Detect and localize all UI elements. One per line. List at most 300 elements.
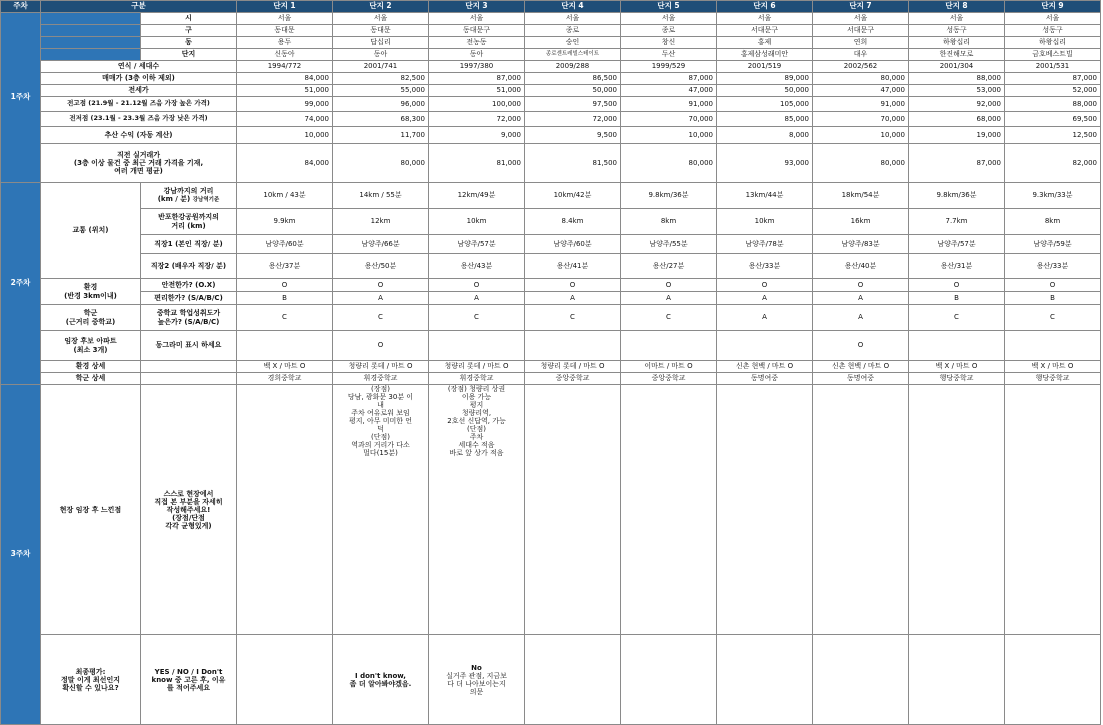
row-label-note: 강남역기준 [192, 197, 220, 204]
row-high [1, 97, 1101, 112]
empty-cell [141, 361, 237, 373]
cell: 경희중학교 [237, 373, 333, 385]
cell: 서울 [525, 13, 621, 25]
cell: 84,000 [237, 73, 333, 85]
text-line: 세대수 적음 [458, 441, 495, 450]
row-label-text: (km / 분) [157, 195, 191, 204]
empty-cell [621, 635, 717, 725]
cell: 9.8km/36분 [909, 183, 1005, 209]
text-line: 바로 앞 상가 적음 [449, 449, 504, 458]
text-line: 최종평가: [75, 667, 106, 676]
text-line: (단점) [467, 425, 486, 434]
row-sale [1, 73, 1101, 85]
cell: 동아 [333, 49, 429, 61]
group-label-line: 임장 후보 아파트 [64, 337, 117, 346]
cell: 종로 [621, 25, 717, 37]
row-label-line: (3층 이상 물건 중 최근 거래 가격을 기재, [73, 158, 204, 167]
cell: 80,000 [813, 144, 909, 183]
empty-cell [237, 385, 333, 635]
row-label [141, 183, 237, 209]
cell: O [717, 279, 813, 292]
row-school [1, 305, 1101, 331]
cell: 9.8km/36분 [621, 183, 717, 209]
cell: 19,000 [909, 127, 1005, 144]
cell: 10km/42분 [525, 183, 621, 209]
row-label: 추산 수익 (자동 계산) [41, 127, 237, 144]
cell: 81,000 [429, 144, 525, 183]
cell [525, 331, 621, 361]
cell: 서울 [813, 13, 909, 25]
cell: 이마트 / 마트 O [621, 361, 717, 373]
cell: C [237, 305, 333, 331]
env-group-label [41, 279, 141, 305]
cell: 55,000 [333, 85, 429, 97]
cell: 96,000 [333, 97, 429, 112]
cell: 서울 [429, 13, 525, 25]
cell: 성동구 [909, 25, 1005, 37]
cell: 행당중학교 [1005, 373, 1101, 385]
row-label-line: 여러 개면 평균) [114, 167, 163, 176]
week3-label: 3주차 [1, 385, 41, 725]
text-line: 다 더 나아보이는지 [447, 679, 506, 688]
cell: 서울 [909, 13, 1005, 25]
empty-cell [813, 635, 909, 725]
cell: 대우 [813, 49, 909, 61]
cell: 91,000 [621, 97, 717, 112]
cell: 88,000 [1005, 97, 1101, 112]
cell: C [1005, 305, 1101, 331]
cell: A [525, 292, 621, 305]
text-line: 덕 [377, 425, 384, 434]
text-line: 이용 가능 [461, 393, 492, 402]
cell: A [813, 292, 909, 305]
text-line: 청량리역, [461, 409, 492, 418]
cell: O [333, 331, 429, 361]
week1-label: 1주차 [1, 13, 41, 183]
row-env-detail [1, 361, 1101, 373]
row-label: 편리한가? (S/A/B/C) [141, 292, 237, 305]
cell [621, 331, 717, 361]
cell: 동대문구 [429, 25, 525, 37]
cell: 연희 [813, 37, 909, 49]
cell: 51,000 [237, 85, 333, 97]
row-label [141, 209, 237, 235]
cell [1005, 331, 1101, 361]
group-label-line: (반경 3km이내) [64, 291, 117, 300]
cell: 18km/54분 [813, 183, 909, 209]
row-profit [1, 127, 1101, 144]
cell: 7.7km [909, 209, 1005, 235]
row-dong [1, 37, 1101, 49]
cell [909, 331, 1005, 361]
row-candidate [1, 331, 1101, 361]
note-cell [333, 635, 429, 725]
cell: 87,000 [1005, 73, 1101, 85]
text-line: YES / NO / I Don't [154, 667, 223, 676]
empty-cell [717, 635, 813, 725]
text-line: 2호선 신답역, 가능 [447, 417, 506, 426]
complex-header: 단지 9 [1005, 1, 1101, 13]
cell: 남양주/55분 [621, 235, 717, 254]
row-label: 현장 임장 후 느낀점 [41, 385, 141, 635]
cell: 13km/44분 [717, 183, 813, 209]
traffic-group-label: 교통 (위치) [41, 183, 141, 279]
row-label: 구 [141, 25, 237, 37]
cell: 홍제삼성래미안 [717, 49, 813, 61]
cell: 68,000 [909, 112, 1005, 127]
text-line: (장점/단점 [172, 513, 205, 522]
cell: C [909, 305, 1005, 331]
row-label [41, 635, 141, 725]
cell: 창신 [621, 37, 717, 49]
row-label: 직장1 (본인 직장/ 분) [141, 235, 237, 254]
cell: 남양주/60분 [237, 235, 333, 254]
cell: 9,000 [429, 127, 525, 144]
cell: 10,000 [813, 127, 909, 144]
cell: 87,000 [621, 73, 717, 85]
cell: 8,000 [717, 127, 813, 144]
cell: 105,000 [717, 97, 813, 112]
week-header: 주차 [1, 1, 41, 13]
header-row [1, 1, 1101, 13]
cell: 신촌 현백 / 마트 O [717, 361, 813, 373]
cell: 종로센트레빌스테이트 [525, 49, 621, 61]
row-label [141, 305, 237, 331]
cell: 휘경중학교 [333, 373, 429, 385]
cell: 10km / 43분 [237, 183, 333, 209]
cell: 2001/741 [333, 61, 429, 73]
row-label: 동그라미 표시 하세요 [141, 331, 237, 361]
row-label: 매매가 (3층 이하 제외) [41, 73, 237, 85]
cell: 행당중학교 [909, 373, 1005, 385]
category-header: 구분 [41, 1, 237, 13]
cell: B [909, 292, 1005, 305]
cell: 14km / 55분 [333, 183, 429, 209]
empty-cell [717, 385, 813, 635]
row-label-line [143, 195, 234, 203]
row-low [1, 112, 1101, 127]
cell [429, 331, 525, 361]
text-line: (단점) [371, 433, 390, 442]
text-line: know 중 고른 후, 이유 [151, 675, 226, 684]
cell: 9.3km/33분 [1005, 183, 1101, 209]
empty-cell [621, 385, 717, 635]
text-line: 정말 이게 최선인지 [61, 675, 120, 684]
text-line: 평지, 아무 미미한 언 [349, 417, 412, 426]
cell: 청량리 롯데 / 마트 O [333, 361, 429, 373]
text-line: 각각 균형있게) [165, 521, 212, 530]
row-gu [1, 25, 1101, 37]
cell: 9,500 [525, 127, 621, 144]
cell: 2001/304 [909, 61, 1005, 73]
empty-cell [909, 635, 1005, 725]
cell: 동대문 [237, 25, 333, 37]
cell: 93,000 [717, 144, 813, 183]
row-safe [1, 279, 1101, 292]
cell: 숭인 [525, 37, 621, 49]
cell: O [813, 279, 909, 292]
cell: 중앙중학교 [621, 373, 717, 385]
row-label: 전저점 (23.1월 - 23.3월 즈음 가장 낮은 가격) [41, 112, 237, 127]
cell: 용산/33분 [717, 254, 813, 279]
empty-cell [1005, 635, 1101, 725]
cell: 8km [1005, 209, 1101, 235]
cell: 용산/40분 [813, 254, 909, 279]
cell: 81,500 [525, 144, 621, 183]
cell: 휘경중학교 [429, 373, 525, 385]
cell: C [429, 305, 525, 331]
cell: 남양주/78분 [717, 235, 813, 254]
cell: A [429, 292, 525, 305]
cell: 8.4km [525, 209, 621, 235]
row-label: 전세가 [41, 85, 237, 97]
cell: 10,000 [237, 127, 333, 144]
cell: 용산/37분 [237, 254, 333, 279]
row-label-line: 거리 (km) [171, 221, 206, 230]
cell: 서대문구 [717, 25, 813, 37]
cell: 답십리 [333, 37, 429, 49]
cell: 서울 [237, 13, 333, 25]
row-label: 학군 상세 [41, 373, 141, 385]
cell: 50,000 [525, 85, 621, 97]
cell: 87,000 [429, 73, 525, 85]
cell: 용산/41분 [525, 254, 621, 279]
cell: C [525, 305, 621, 331]
empty-cell [909, 385, 1005, 635]
row-label-line: 강남까지의 거리 [163, 187, 214, 196]
row-label: 단지 [141, 49, 237, 61]
cell: 남양주/59분 [1005, 235, 1101, 254]
cell: 홍제 [717, 37, 813, 49]
cell: 서울 [333, 13, 429, 25]
cell: 하왕십리 [1005, 37, 1101, 49]
row-year [1, 61, 1101, 73]
cell: 전농동 [429, 37, 525, 49]
cell: 성동구 [1005, 25, 1101, 37]
cell: 70,000 [621, 112, 717, 127]
cell: 16km [813, 209, 909, 235]
cell: 서울 [621, 13, 717, 25]
empty-cell [1005, 385, 1101, 635]
cell: 2009/288 [525, 61, 621, 73]
cell: 86,500 [525, 73, 621, 85]
text-line: 의문 [469, 687, 484, 696]
cell: B [1005, 292, 1101, 305]
cell: 12km [333, 209, 429, 235]
note-cell [429, 635, 525, 725]
row-label: 전고점 (21.9월 - 21.12월 즈음 가장 높은 가격) [41, 97, 237, 112]
row-label-line: 직전 실거래가 [116, 150, 160, 159]
cell: A [621, 292, 717, 305]
row-label: 시 [141, 13, 237, 25]
cell: 2002/562 [813, 61, 909, 73]
text-line: (장점) [371, 385, 390, 393]
cell: 백 X / 마트 O [237, 361, 333, 373]
text-line: 평지 [469, 401, 484, 410]
complex-header: 단지 8 [909, 1, 1005, 13]
complex-header: 단지 1 [237, 1, 333, 13]
row-jeonse [1, 85, 1101, 97]
cell: 10km [429, 209, 525, 235]
cell: O [813, 331, 909, 361]
note-cell [429, 385, 525, 635]
row-label: 연식 / 세대수 [41, 61, 237, 73]
cell: 11,700 [333, 127, 429, 144]
cell: 용산/27분 [621, 254, 717, 279]
text-line: 역과의 거리가 다소 [351, 441, 410, 450]
cell: 47,000 [621, 85, 717, 97]
row-danji [1, 49, 1101, 61]
cell: O [1005, 279, 1101, 292]
text-line: 스스로 현장에서 [163, 489, 214, 498]
empty-cell [525, 385, 621, 635]
cell: 52,000 [1005, 85, 1101, 97]
row-job2 [1, 254, 1101, 279]
cell: 53,000 [909, 85, 1005, 97]
instruction-cell [141, 635, 237, 725]
blue-spacer [41, 25, 141, 37]
cell: 68,300 [333, 112, 429, 127]
text-line: I don't know, [355, 671, 406, 680]
cell: 용두 [237, 37, 333, 49]
complex-header: 단지 6 [717, 1, 813, 13]
cell: A [813, 305, 909, 331]
cell: A [717, 305, 813, 331]
blue-spacer [41, 49, 141, 61]
cell: 80,000 [621, 144, 717, 183]
cell: C [333, 305, 429, 331]
cell: 남양주/60분 [525, 235, 621, 254]
row-convenient [1, 292, 1101, 305]
cell: 서울 [717, 13, 813, 25]
cell: O [909, 279, 1005, 292]
row-label [41, 144, 237, 183]
cell: 서울 [1005, 13, 1101, 25]
cell: 1999/529 [621, 61, 717, 73]
cell: 동아 [429, 49, 525, 61]
cell: 중앙중학교 [525, 373, 621, 385]
cell: 용산/33분 [1005, 254, 1101, 279]
cell: 88,000 [909, 73, 1005, 85]
text-line: 를 적어주세요 [166, 683, 210, 692]
cell: 69,500 [1005, 112, 1101, 127]
cell: 하왕십리 [909, 37, 1005, 49]
row-label-line: 높은가? (S/A/B/C) [157, 317, 220, 326]
cell: 72,000 [525, 112, 621, 127]
text-line: (장점) 청량리 상권 [447, 385, 506, 393]
cell: 남양주/57분 [429, 235, 525, 254]
row-label: 안전한가? (O.X) [141, 279, 237, 292]
empty-cell [141, 373, 237, 385]
cell: 동명여중 [813, 373, 909, 385]
text-line: 확신할 수 있나요? [62, 683, 119, 692]
empty-cell [525, 635, 621, 725]
cell: 용산/43분 [429, 254, 525, 279]
row-label: 동 [141, 37, 237, 49]
group-label-line: 환경 [83, 283, 98, 292]
cell: 용산/50분 [333, 254, 429, 279]
cell: 1997/380 [429, 61, 525, 73]
cell: 89,000 [717, 73, 813, 85]
cell: 신촌 현백 / 마트 O [813, 361, 909, 373]
text-line: No [471, 663, 482, 672]
cell: A [333, 292, 429, 305]
row-label: 직장2 (배우자 직장/ 분) [141, 254, 237, 279]
row-label-line: 중학교 학업성취도가 [156, 309, 221, 318]
cell: 72,000 [429, 112, 525, 127]
cell: B [237, 292, 333, 305]
cell: 신동아 [237, 49, 333, 61]
empty-cell [813, 385, 909, 635]
cell: 80,000 [813, 73, 909, 85]
text-line: 당남, 광화문 30분 이 [347, 393, 414, 402]
cell: 82,000 [1005, 144, 1101, 183]
cell: O [429, 279, 525, 292]
cell: O [621, 279, 717, 292]
group-label-line: (최소 3개) [73, 345, 108, 354]
cell: 청량리 롯데 / 마트 O [525, 361, 621, 373]
cell: 8km [621, 209, 717, 235]
row-gangnam [1, 183, 1101, 209]
cell: 87,000 [909, 144, 1005, 183]
cell: 2001/531 [1005, 61, 1101, 73]
cell: O [237, 279, 333, 292]
cell: 서대문구 [813, 25, 909, 37]
cell: 47,000 [813, 85, 909, 97]
row-city [1, 13, 1101, 25]
cell: 74,000 [237, 112, 333, 127]
row-final [1, 635, 1101, 725]
cell: 80,000 [333, 144, 429, 183]
cell: 50,000 [717, 85, 813, 97]
cell: 남양주/83분 [813, 235, 909, 254]
row-label: 환경 상세 [41, 361, 141, 373]
cell: 12,500 [1005, 127, 1101, 144]
cell: O [333, 279, 429, 292]
cell: 남양주/66분 [333, 235, 429, 254]
note-cell [333, 385, 429, 635]
group-label-line: 학군 [83, 309, 98, 318]
cell: 백 X / 마트 O [909, 361, 1005, 373]
complex-header: 단지 7 [813, 1, 909, 13]
complex-header: 단지 3 [429, 1, 525, 13]
school-group-label [41, 305, 141, 331]
text-line: 좀 더 알아봐야겠음. [349, 679, 412, 688]
cell: 청량리 롯데 / 마트 O [429, 361, 525, 373]
cell [717, 331, 813, 361]
cell: 9.9km [237, 209, 333, 235]
group-label-line: (근거리 중학교) [65, 317, 116, 326]
cell: A [717, 292, 813, 305]
text-line: 직접 본 부분을 자세히 [154, 497, 223, 506]
cell: 백 X / 마트 O [1005, 361, 1101, 373]
text-line: 주차 [469, 433, 484, 442]
candidate-group-label [41, 331, 141, 361]
row-label-line: 반포한강공원까지의 [158, 213, 219, 222]
cell: 한진해모로 [909, 49, 1005, 61]
cell: 85,000 [717, 112, 813, 127]
cell: 51,000 [429, 85, 525, 97]
cell: 2001/519 [717, 61, 813, 73]
cell: 97,500 [525, 97, 621, 112]
cell: 10,000 [621, 127, 717, 144]
cell [237, 331, 333, 361]
text-line: 멀다(15분) [363, 449, 398, 458]
text-line: 주차 여유로워 보임 [351, 409, 410, 418]
blue-spacer [41, 13, 141, 25]
cell: 동대문 [333, 25, 429, 37]
row-school-detail [1, 373, 1101, 385]
